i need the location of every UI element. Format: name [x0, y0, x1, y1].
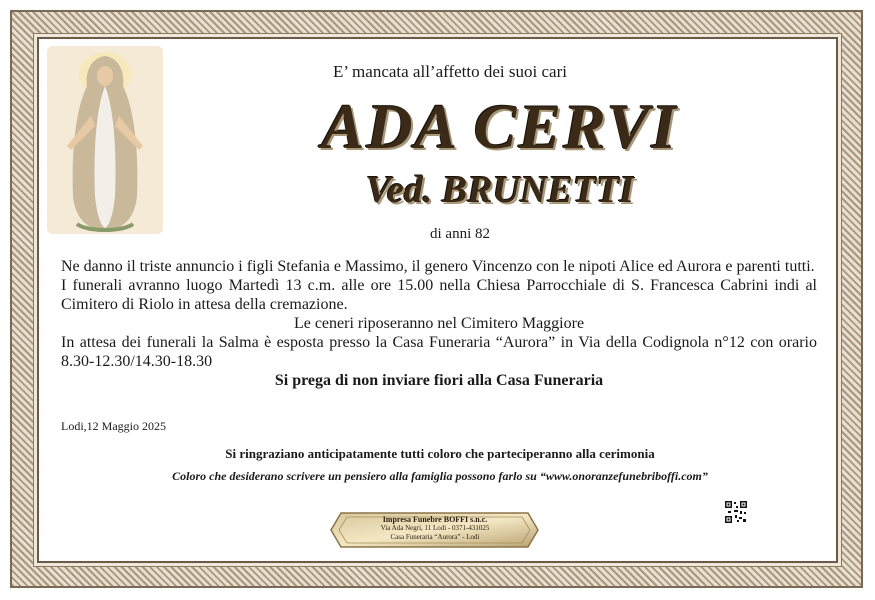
ashes-note: Le ceneri riposeranno nel Cimitero Maggiore: [293, 315, 585, 332]
qr-code-icon: [724, 500, 748, 524]
plaque-company: Impresa Funebre BOFFI s.n.c.: [382, 515, 488, 524]
family-announcement: Ne danno il triste annuncio i figli Stefania e Massimo, il genero Vincenzo con le nipoti Alice ed Aurora e parenti tutti.: [61, 258, 815, 275]
announcement-body: [61, 257, 817, 390]
website-note: Coloro che desiderano scrivere un pensiero alla famiglia possono farlo su “www.onoranzefunebriboffi.com”: [172, 469, 708, 483]
viewing-details: In attesa dei funerali la Salma è esposta presso la Casa Funeraria “Aurora” in Via della Codignola n°12 con orario 8.30-12.30/14.30-18.30: [61, 334, 817, 370]
date-line: Lodi,12 Maggio 2025: [61, 419, 166, 433]
madonna-image: [47, 46, 163, 234]
plaque-text: [345, 515, 525, 542]
plaque-address: Via Ada Negri, 11 Lodi - 0371-431025: [380, 524, 490, 532]
deceased-name: ADA CERVI: [321, 91, 679, 162]
age-text: di anni 82: [430, 226, 490, 242]
deceased-married-name: Ved. BRUNETTI: [365, 169, 635, 211]
plaque-funeral-home: Casa Funeraria “Aurora” - Lodi: [390, 533, 480, 541]
thanks-text: Si ringraziano anticipatamente tutti coloro che parteciperanno alla cerimonia: [225, 446, 655, 461]
no-flowers-note: Si prega di non inviare fiori alla Casa Funeraria: [274, 372, 604, 389]
funeral-details: I funerali avranno luogo Martedì 13 c.m. alle ore 15.00 nella Chiesa Parrocchiale di S. Francesca Cabrini indi al Cimitero di Riolo in attesa della cremazione.: [61, 277, 817, 313]
intro-text: E’ mancata all’affetto dei suoi cari: [333, 62, 567, 81]
